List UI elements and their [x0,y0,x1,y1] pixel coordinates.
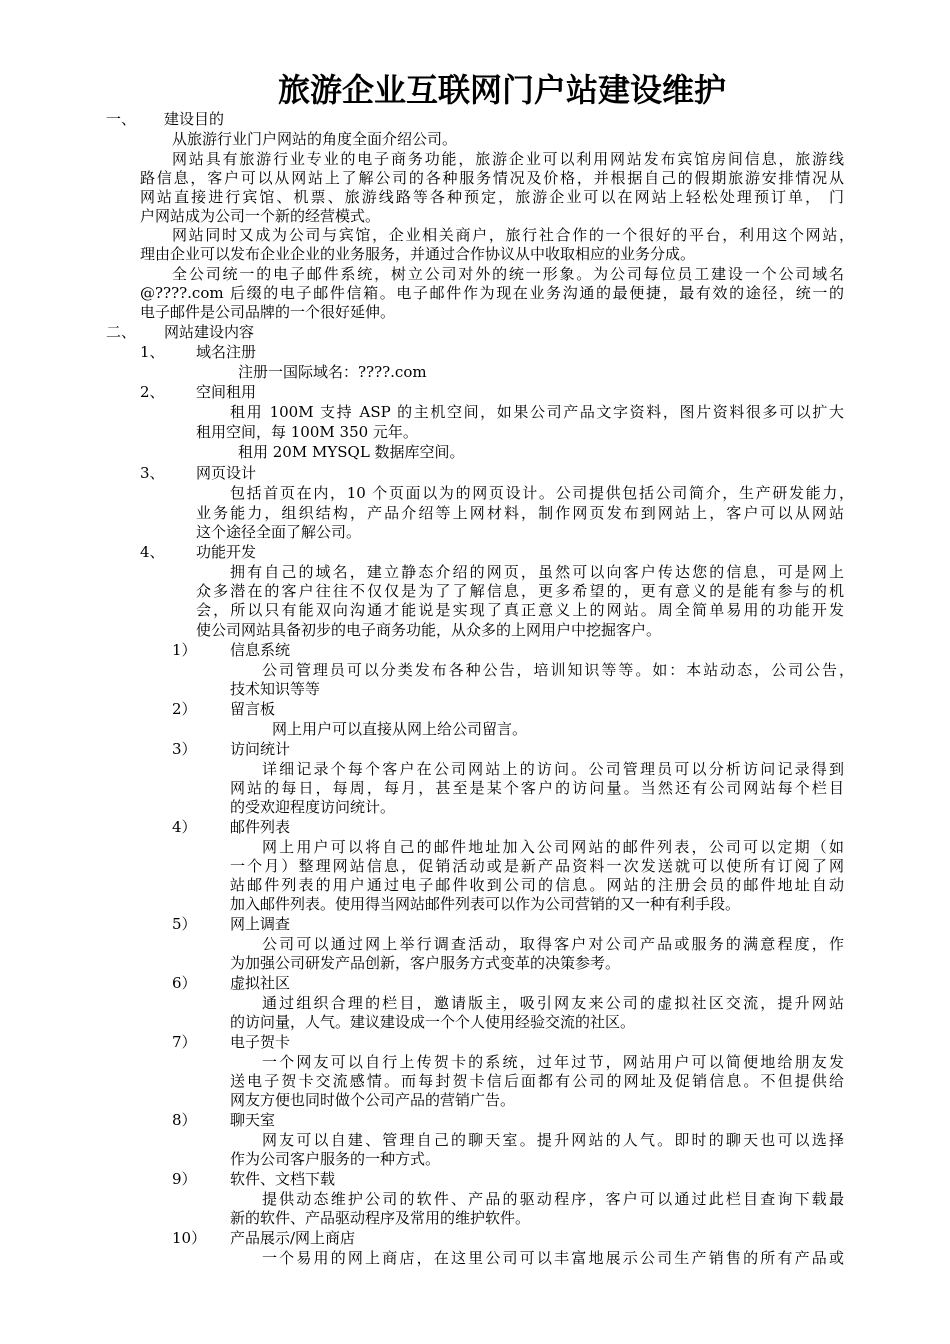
sub-item-number: 6） [172,974,197,992]
sub-item-text: 通过组织合理的栏目，邀请版主，吸引网友来公司的虚拟社区交流，提升网站 [262,994,844,1012]
sub-item-heading: 虚拟社区 [230,974,291,992]
sub-item-number: 8） [172,1111,197,1129]
sub-item-number: 1） [172,641,197,659]
section-1-number: 一、 [106,110,137,128]
sub-item-text: 网友方便也同时做个公司产品的营销广告。 [230,1091,516,1109]
s1-p4-line: 电子邮件是公司品牌的一个很好延伸。 [140,303,396,321]
item-text: 租用 100M 支持 ASP 的主机空间，如果公司产品文字资料，图片资料很多可以扩大 [230,403,844,421]
sub-item-heading: 留言板 [230,700,276,718]
s1-p2-line: 网站直接进行宾馆、机票、旅游线路等各种预定，旅游企业可以在网站上轻松处理预订单， 门 [140,188,844,206]
sub-item-text: 公司可以通过网上举行调查活动，取得客户对公司产品或服务的满意程度，作 [262,935,844,953]
sub-item-number: 7） [172,1033,197,1051]
sub-item-heading: 软件、文档下载 [230,1170,336,1188]
sub-item-number: 5） [172,915,197,933]
sub-item-text: 站邮件列表的用户通过电子邮件收到公司的信息。网站的注册会员的邮件地址自动 [230,876,844,894]
item-text: 会，所以只有能双向沟通才能说是实现了真正意义上的网站。周全简单易用的功能开发 [196,601,844,619]
sub-item-heading: 聊天室 [230,1111,276,1129]
sub-item-text: 一个易用的网上商店，在这里公司可以丰富地展示公司生产销售的所有产品或 [262,1249,844,1267]
page-title: 旅游企业互联网门户站建设维护 [277,71,726,109]
section-1-heading: 建设目的 [164,110,225,128]
sub-item-text: 技术知识等等 [230,680,321,698]
item-text: 包括首页在内，10 个页面以为的网页设计。公司提供包括公司简介，生产研发能力， [230,484,854,502]
sub-item-text: 网友可以自建、管理自己的聊天室。提升网站的人气。即时的聊天也可以选择 [262,1131,844,1149]
sub-item-text: 为加强公司研发产品创新，客户服务方式变革的决策参考。 [230,954,621,972]
item-heading: 功能开发 [196,543,257,561]
sub-item-text: 详细记录个每个客户在公司网站上的访问。公司管理员可以分析访问记录得到 [262,760,844,778]
section-2-number: 二、 [106,323,137,341]
sub-item-text: 一个月）整理网站信息，促销活动或是新产品资料一次发送就可以使所有订阅了网 [230,857,844,875]
s1-p4-line: @????.com 后缀的电子邮件信箱。电子邮件作为现在业务沟通的最便捷，最有效的途径，统一的 [140,284,844,302]
s1-p4-line: 全公司统一的电子邮件系统，树立公司对外的统一形象。为公司每位员工建设一个公司域名 [172,265,844,283]
sub-item-number: 2） [172,700,197,718]
sub-item-heading: 电子贺卡 [230,1033,291,1051]
item-text: 租用空间，每 100M 350 元年。 [196,423,418,441]
sub-item-text: 网上用户可以将自己的邮件地址加入公司网站的邮件列表，公司可以定期（如 [262,838,844,856]
sub-item-heading: 访问统计 [230,740,291,758]
sub-item-text: 提供动态维护公司的软件、产品的驱动程序，客户可以通过此栏目查询下载最 [262,1190,844,1208]
sub-item-text: 的受欢迎程度访问统计。 [230,798,396,816]
item-text: 拥有自己的域名，建立静态介绍的网页，虽然可以向客户传达您的信息，可是网上 [230,563,844,581]
item-number: 4、 [140,543,165,561]
sub-item-text: 的访问量，人气。建议建设成一个个人使用经验交流的社区。 [230,1013,636,1031]
item-heading: 域名注册 [196,343,257,361]
s1-p2-line: 网站具有旅游行业专业的电子商务功能，旅游企业可以利用网站发布宾馆房间信息，旅游线 [172,150,844,168]
sub-item-heading: 信息系统 [230,641,291,659]
item-text: 租用 20M MYSQL 数据库空间。 [238,443,465,461]
sub-item-text: 一个网友可以自行上传贺卡的系统，过年过节，网站用户可以简便地给朋友发 [262,1053,844,1071]
item-number: 3、 [140,464,165,482]
sub-item-heading: 邮件列表 [230,818,291,836]
item-number: 2、 [140,383,165,401]
item-number: 1、 [140,343,165,361]
item-heading: 空间租用 [196,383,257,401]
item-heading: 网页设计 [196,464,257,482]
sub-item-text: 送电子贺卡交流感情。而每封贺卡信后面都有公司的网址及促销信息。不但提供给 [230,1072,844,1090]
sub-item-text: 网站的每日，每周，每月，甚至是某个客户的访问量。当然还有公司网站每个栏目 [230,779,844,797]
s1-p3-line: 理由企业可以发布企业企业的业务服务，并通过合作协议从中收取相应的业务分成。 [140,245,696,263]
sub-item-text: 新的软件、产品驱动程序及常用的维护软件。 [230,1209,531,1227]
sub-item-number: 4） [172,818,197,836]
s1-p3-line: 网站同时又成为公司与宾馆，企业相关商户，旅行社合作的一个很好的平台，利用这个网站， [172,226,854,244]
sub-item-text: 作为公司客户服务的一种方式。 [230,1150,441,1168]
item-text: 注册一国际域名：????.com [238,363,427,381]
sub-item-number: 10） [172,1229,207,1247]
item-text: 业务能力，组织结构，产品介绍等上网材料，制作网页发布到网站上，客户可以从网站 [196,504,844,522]
sub-item-number: 3） [172,740,197,758]
sub-item-heading: 产品展示/网上商店 [230,1229,356,1247]
sub-item-text: 公司管理员可以分类发布各种公告，培训知识等等。如：本站动态，公司公告， [262,661,854,679]
item-text: 众多潜在的客户往往不仅仅是为了了解信息，更多希望的，更有意义的是能有参与的机 [196,582,844,600]
section-2-heading: 网站建设内容 [164,323,255,341]
s1-p2-line: 户网站成为公司一个新的经营模式。 [140,207,381,225]
sub-item-number: 9） [172,1170,197,1188]
item-text: 这个途径全面了解公司。 [196,523,362,541]
sub-item-heading: 网上调查 [230,915,291,933]
item-text: 使公司网站具备初步的电子商务功能，从众多的上网用户中挖掘客户。 [196,621,662,639]
sub-item-text: 加入邮件列表。使用得当网站邮件列表可以作为公司营销的又一种有利手段。 [230,895,741,913]
s1-p2-line: 路信息，客户可以从网站上了解公司的各种服务情况及价格，并根据自己的假期旅游安排情况从 [140,169,844,187]
sub-item-text: 网上用户可以直接从网上给公司留言。 [272,720,528,738]
s1-p1: 从旅游行业门户网站的角度全面介绍公司。 [172,130,458,148]
